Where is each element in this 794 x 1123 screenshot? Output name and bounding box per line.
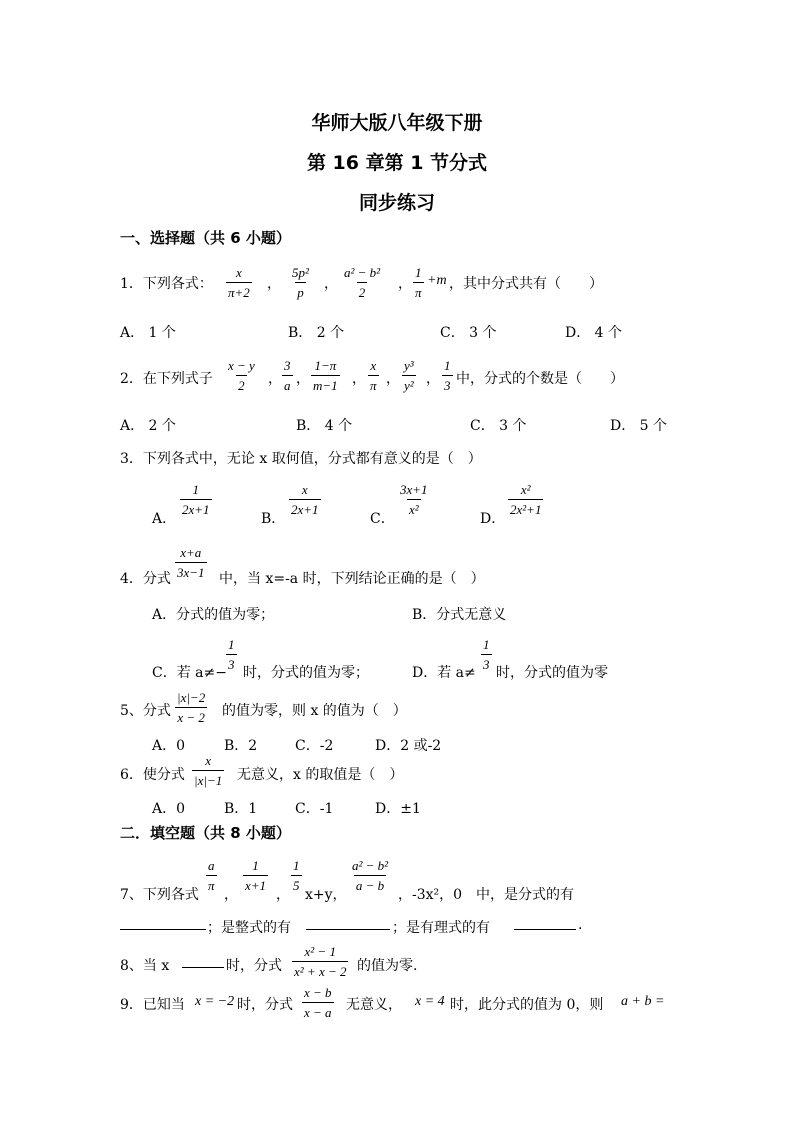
q9-cond-2: x = 4 — [415, 994, 445, 1009]
q1-frac-1: $\frac{x}{\pi+2}$ — [228, 265, 250, 300]
q8-suffix: 的值为零. — [357, 958, 418, 974]
q1-frac-3: $\frac{\text{a² − b²}}{2}$ — [344, 265, 381, 300]
q5-suffix: 的值为零，则 x 的值为（ ） — [222, 703, 407, 719]
q2-frac-1: $\frac{x - y}{2}$ — [228, 358, 255, 393]
q8-prefix: 8、当 x — [120, 958, 170, 974]
title-line-2: 第 16 章第 1 节分式 — [306, 152, 488, 174]
q3-option-a-frac: $\frac{1}{2x+1}$ — [182, 482, 210, 517]
q7-frac-2: $\frac{1}{x+1}$ — [245, 858, 267, 893]
q8-frac: $\frac{\text{x² − 1}}{\text{x² + x − 2}}$ — [294, 944, 347, 979]
q7-tail: ，-3x²，0 中，是分式的有 — [398, 887, 575, 903]
q5-frac: $\frac{|x|-2}{x - 2}$ — [177, 690, 206, 725]
q7-blank-3[interactable] — [514, 929, 576, 930]
q6-suffix: 无意义，x 的取值是（ ） — [237, 767, 404, 783]
q1-frac-2: $\frac{\text{5p²}}{p}$ — [292, 265, 309, 300]
q4-option-c-frac: $\frac{1}{3}$ — [228, 637, 235, 672]
section-choice-heading: 一、选择题（共 6 小题） — [120, 229, 291, 247]
q9-frac: $\frac{x - b}{x - a}$ — [304, 985, 332, 1020]
q7-line2-a: ；是整式的有 — [207, 920, 291, 936]
q2-option-b: B． 4 个 — [296, 418, 353, 434]
q3-stem: 3．下列各式中，无论 x 取何值，分式都有意义的是（ ） — [120, 451, 482, 467]
q8-mid: 时，分式 — [226, 958, 282, 974]
q1-frac-4: $\frac{1}{\pi}$ — [415, 265, 422, 300]
q3-option-c-frac: $\frac{3x+1}{\text{x²}}$ — [400, 482, 428, 517]
q6-option-c: C．-1 — [295, 801, 334, 817]
q4-option-d-post: 时，分式的值为零 — [496, 665, 608, 681]
q1-option-a: A． 1 个 — [120, 325, 176, 341]
q4-option-d-frac: $\frac{1}{3}$ — [483, 637, 490, 672]
q1-option-d: D． 4 个 — [565, 325, 623, 341]
q6-option-d: D．±1 — [375, 801, 421, 817]
q2-suffix: 中，分式的个数是（ ） — [456, 371, 624, 387]
q4-frac: $\frac{x+a}{3x-1}$ — [177, 545, 205, 580]
q4-option-b: B．分式无意义 — [412, 607, 507, 623]
q7-prefix: 7、下列各式 — [120, 887, 199, 903]
q6-option-b: B．1 — [224, 801, 258, 817]
q6-prefix: 6．使分式 — [120, 767, 185, 783]
q3-option-c-label: C． — [370, 511, 395, 527]
q8-blank[interactable] — [182, 967, 224, 968]
q4-option-c-post: 时，分式的值为零； — [243, 665, 369, 681]
q2-frac-4: $\frac{x}{\pi}$ — [370, 358, 377, 393]
q9-mid-2: 无意义， — [346, 997, 402, 1013]
q5-prefix: 5、分式 — [120, 703, 171, 719]
q5-option-c: C．-2 — [295, 738, 334, 754]
q7-line2-b: ；是有理式的有 — [392, 920, 490, 936]
q7-frac-4: $\frac{\text{a² − b²}}{a - b}$ — [352, 858, 389, 893]
q2-option-a: A． 2 个 — [120, 418, 176, 434]
q4-option-a: A．分式的值为零； — [152, 607, 275, 623]
q5-option-b: B．2 — [224, 738, 258, 754]
q9-cond-1: x = −2 — [195, 994, 235, 1009]
q9-mid-1: 时，分式 — [237, 997, 293, 1013]
section-fill-heading: 二．填空题（共 8 小题） — [120, 824, 291, 842]
q4-option-c-pre: C．若 a≠− — [152, 665, 227, 681]
q2-prefix: 2．在下列式子 — [120, 371, 213, 387]
q3-option-d-frac: $\frac{\text{x²}}{\text{2x²+1}}$ — [510, 482, 542, 517]
q4-suffix: 中，当 x=-a 时，下列结论正确的是（ ） — [219, 571, 485, 587]
q9-mid-3: 时，此分式的值为 0，则 — [450, 997, 604, 1013]
q6-option-a: A．0 — [152, 801, 186, 817]
q4-option-d-pre: D．若 a≠ — [412, 665, 476, 681]
q2-option-d: D． 5 个 — [610, 418, 668, 434]
q7-blank-1[interactable] — [120, 929, 206, 930]
q7-frac-1: $\frac{a}{\pi}$ — [208, 858, 215, 893]
q1-suffix: ，其中分式共有（ ） — [449, 276, 603, 292]
q3-option-d-label: D． — [480, 511, 506, 527]
q3-option-b-label: B． — [261, 511, 286, 527]
title-line-3: 同步练习 — [358, 192, 435, 214]
title-line-1: 华师大版八年级下册 — [311, 112, 483, 134]
q5-option-a: A．0 — [152, 738, 186, 754]
q5-option-d: D．2 或-2 — [375, 738, 442, 754]
q2-option-c: C． 3 个 — [470, 418, 527, 434]
q7-frac-3: $\frac{1}{5}$ — [293, 858, 300, 893]
q9-tail: a + b = — [621, 994, 665, 1009]
q2-frac-6: $\frac{1}{3}$ — [444, 358, 451, 393]
q4-prefix: 4．分式 — [120, 571, 171, 587]
q9-prefix: 9．已知当 — [120, 997, 185, 1013]
q2-frac-3: $\frac{1-\pi}{m-1}$ — [313, 358, 338, 393]
q1-prefix: 1．下列各式： — [120, 276, 213, 292]
q2-frac-2: $\frac{3}{a}$ — [284, 358, 291, 393]
q7-blank-2[interactable] — [306, 929, 390, 930]
q2-frac-5: $\frac{\text{y³}}{\text{y²}}$ — [404, 358, 414, 393]
q1-option-b: B． 2 个 — [288, 325, 345, 341]
q3-option-a-label: A． — [152, 511, 177, 527]
q6-frac: $\frac{x}{|x|-1}$ — [194, 753, 223, 788]
q3-option-b-frac: $\frac{x}{2x+1}$ — [291, 482, 319, 517]
q7-xy: x+y， — [305, 887, 347, 903]
q1-option-c: C． 3 个 — [440, 325, 497, 341]
